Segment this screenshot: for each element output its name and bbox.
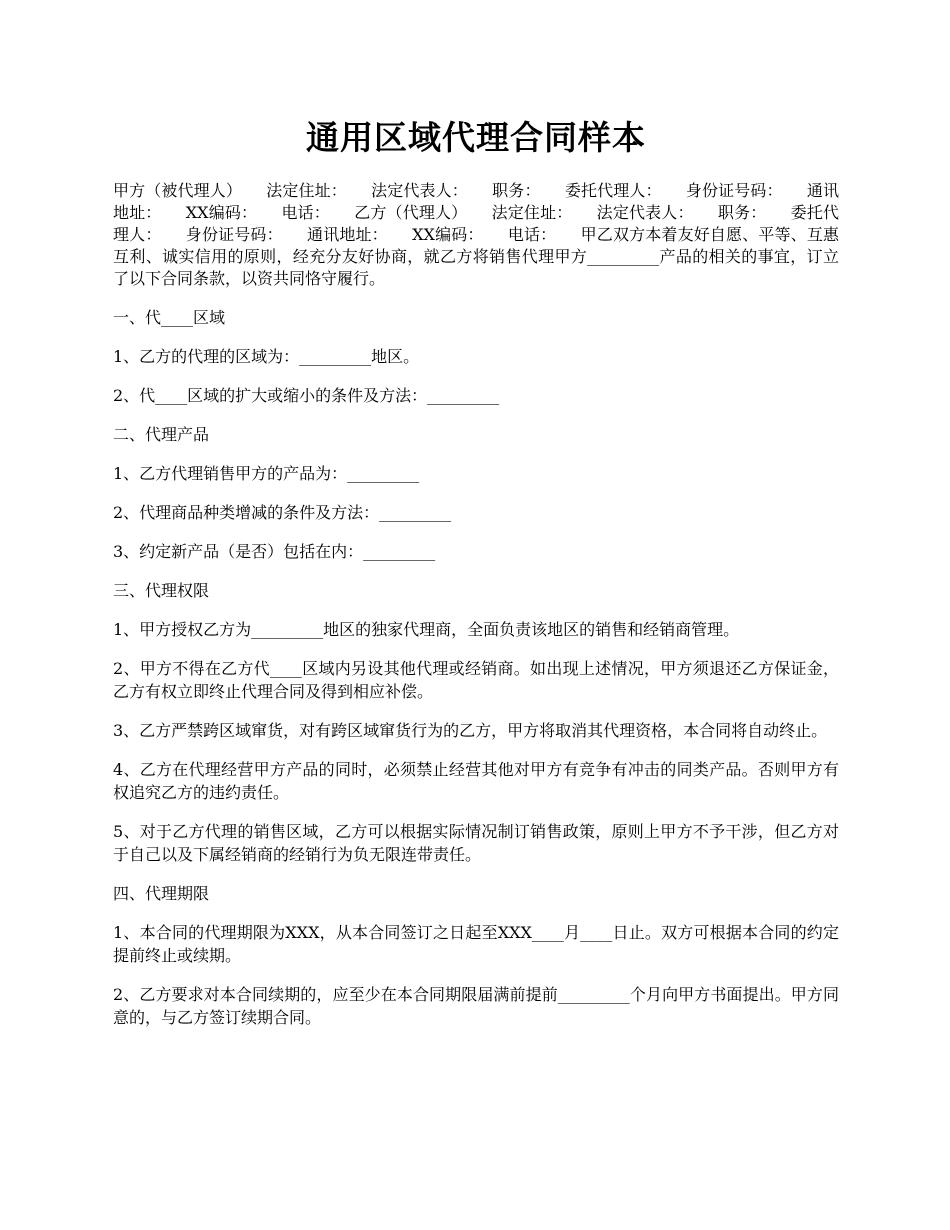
section-heading-region: 一、代____区域 [113,308,226,327]
clause-1-1: 1、乙方的代理的区域为：_________地区。 [113,347,420,366]
clause-3-5: 5、对于乙方代理的销售区域，乙方可以根据实际情况制订销售政策，原则上甲方不予干涉，但乙方对于自己以及下属经销商的经销行为负无限连带责任。 [113,822,839,864]
clause-3-4: 4、乙方在代理经营甲方产品的同时，必须禁止经营其他对甲方有竞争有冲击的同类产品。否则甲方有权追究乙方的违约责任。 [113,760,839,802]
parties-intro: 甲方（被代理人） 法定住址： 法定代表人： 职务： 委托代理人： 身份证号码： 通讯地址： XX编码： 电话： 乙方（代理人） 法定住址： 法定代表人： 职务： 委托代理人： 身份证号码： 通讯地址： XX编码： 电话： 甲乙双方本着友好自愿、平等、互惠互利、诚实信用的原则，经充分友好协商，就乙方将销售代理甲方_________产品的相关的事宜，订立了以下合同条款，以资共同恪守履行。 [113,181,839,288]
document-title: 通用区域代理合同样本 [306,118,646,157]
clause-2-1: 1、乙方代理销售甲方的产品为：_________ [113,464,420,483]
clause-2-2: 2、代理商品种类增减的条件及方法：_________ [113,503,452,522]
clause-4-1: 1、本合同的代理期限为XXX，从本合同签订之日起至XXX____月____日止。双方可根据本合同的约定提前终止或续期。 [113,923,839,965]
clause-1-2: 2、代____区域的扩大或缩小的条件及方法：_________ [113,386,500,405]
clause-4-2: 2、乙方要求对本合同续期的，应至少在本合同期限届满前提前_________个月向甲方书面提出。甲方同意的，与乙方签订续期合同。 [113,985,839,1027]
section-heading-term: 四、代理期限 [113,884,210,903]
clause-3-3: 3、乙方严禁跨区域窜货，对有跨区域窜货行为的乙方，甲方将取消其代理资格，本合同将自动终止。 [113,721,828,740]
section-heading-products: 二、代理产品 [113,425,210,444]
document-page [113,0,839,1029]
section-heading-authority: 三、代理权限 [113,581,210,600]
clause-2-3: 3、约定新产品（是否）包括在内：_________ [113,542,436,561]
clause-3-2: 2、甲方不得在乙方代____区域内另设其他代理或经销商。如出现上述情况，甲方须退还乙方保证金，乙方有权立即终止代理合同及得到相应补偿。 [113,659,839,701]
clause-3-1: 1、甲方授权乙方为_________地区的独家代理商，全面负责该地区的销售和经销商管理。 [113,620,740,639]
